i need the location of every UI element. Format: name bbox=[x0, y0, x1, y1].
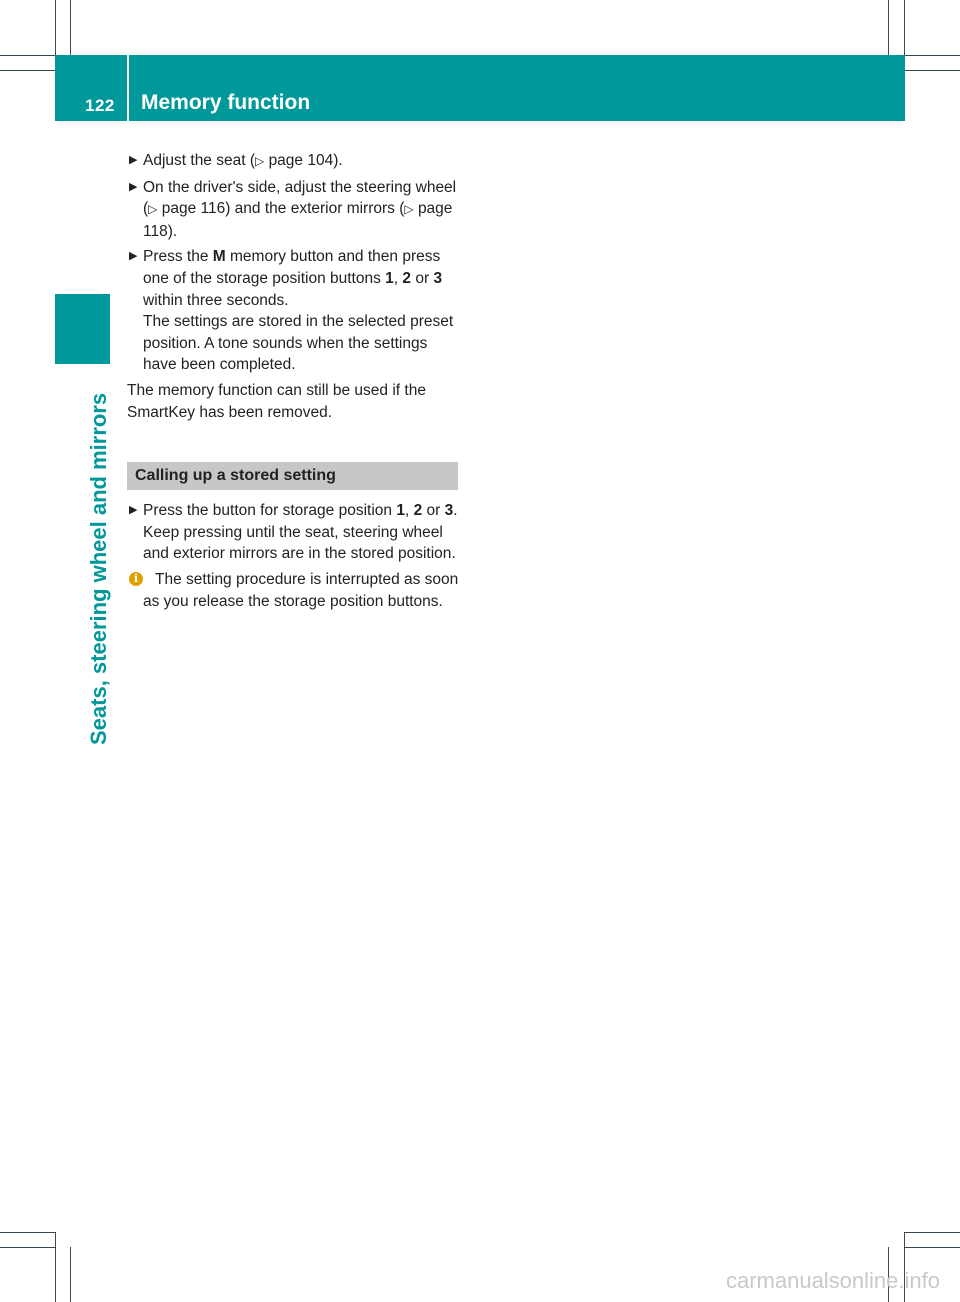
step-arrow-icon: ▶ bbox=[129, 250, 138, 263]
info-icon: i bbox=[129, 572, 143, 586]
crop-mark bbox=[905, 1232, 960, 1233]
info-note bbox=[127, 569, 462, 612]
page-reference-icon: ▷ bbox=[148, 202, 158, 217]
page-reference-icon: ▷ bbox=[404, 202, 414, 217]
crop-mark bbox=[70, 0, 71, 55]
instruction-step: ▶ Adjust the seat (▷ page 104). bbox=[127, 150, 462, 173]
crop-mark bbox=[0, 1247, 55, 1248]
position-button-label: 3 bbox=[444, 502, 454, 520]
step-result: The settings are stored in the selected preset position. A tone sounds when the settings have been completed. bbox=[143, 313, 454, 374]
page-header bbox=[55, 55, 905, 121]
instruction-step: ▶ Press the M memory button and then press one of the storage position buttons 1, 2 or 3 within three seconds. The settings are stored in the selected preset position. A tone sounds when the settings have been completed. bbox=[127, 246, 462, 376]
page-reference[interactable]: page 116) and the exterior mirrors ( bbox=[161, 200, 405, 218]
step-arrow-icon: ▶ bbox=[129, 180, 138, 193]
position-button-label: 2 bbox=[402, 269, 412, 287]
note-paragraph: The memory function can still be used if the SmartKey has been removed. bbox=[127, 381, 426, 421]
memory-button-label: M bbox=[212, 248, 226, 266]
side-tab-marker bbox=[55, 294, 110, 364]
instruction-step: ▶ On the driver's side, adjust the steering wheel (▷ page 116) and the exterior mirrors (▷ page 118). bbox=[129, 178, 457, 240]
info-note-text: The setting procedure is interrupted as soon as you release the storage position buttons. bbox=[143, 570, 459, 610]
header-divider bbox=[127, 55, 129, 121]
chapter-side-label: Seats, steering wheel and mirrors bbox=[86, 392, 111, 745]
main-content bbox=[127, 150, 462, 612]
page-reference[interactable]: page 104). bbox=[268, 152, 343, 169]
crop-mark bbox=[905, 55, 960, 56]
crop-mark bbox=[905, 70, 960, 71]
step-arrow-icon: ▶ bbox=[129, 154, 138, 166]
page-number: 122 bbox=[85, 96, 115, 115]
crop-mark bbox=[0, 70, 55, 71]
page-reference[interactable]: page 118). bbox=[143, 200, 453, 240]
position-button-label: 1 bbox=[396, 502, 405, 520]
page-reference-icon: ▷ bbox=[255, 154, 265, 168]
position-button-label: 1 bbox=[385, 269, 394, 287]
watermark: carmanualsonline.info bbox=[725, 1268, 940, 1293]
position-button-label: 2 bbox=[413, 502, 423, 520]
crop-mark bbox=[55, 1232, 56, 1302]
subheading: Calling up a stored setting bbox=[127, 462, 458, 490]
crop-mark bbox=[888, 0, 889, 55]
crop-mark bbox=[55, 0, 56, 55]
crop-mark bbox=[0, 1232, 55, 1233]
crop-mark bbox=[0, 55, 55, 56]
position-button-label: 3 bbox=[433, 269, 443, 287]
crop-mark bbox=[70, 1247, 71, 1302]
crop-mark bbox=[904, 0, 905, 55]
instruction-step: ▶ Press the button for storage position 1, 2 or 3. Keep pressing until the seat, steering wheel and exterior mirrors are in the stored position. bbox=[129, 502, 458, 563]
section-title: Memory function bbox=[141, 91, 311, 114]
step-arrow-icon: ▶ bbox=[129, 504, 138, 517]
crop-mark bbox=[905, 1247, 960, 1248]
